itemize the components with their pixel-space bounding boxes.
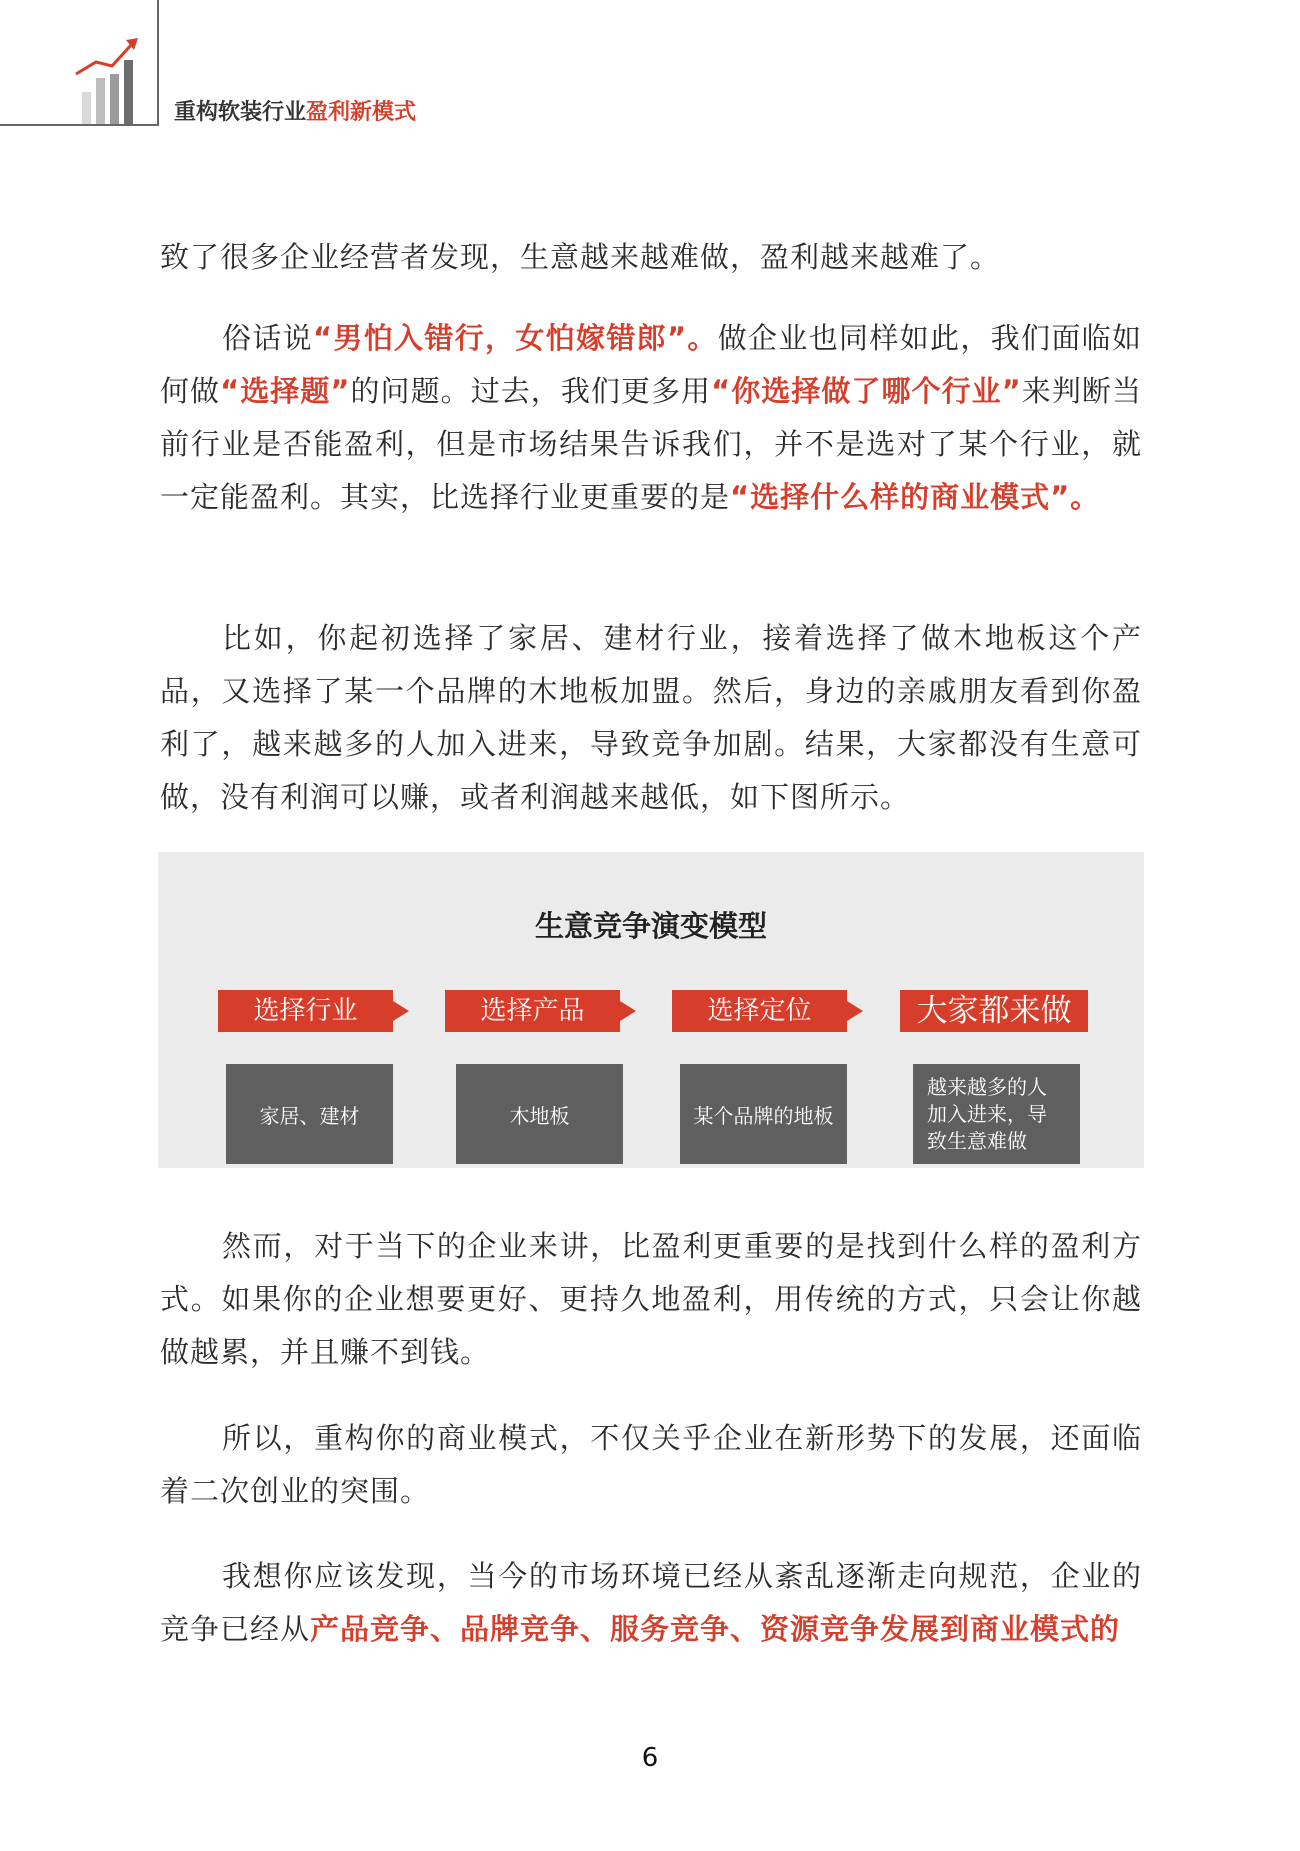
highlight-run: 产品竞争、品牌竞争、服务竞争、资源竞争发展到商业模式的 bbox=[310, 1612, 1121, 1646]
step-everyone-joins bbox=[900, 990, 1088, 1032]
highlight-run: “选择什么样的商业模式”。 bbox=[730, 480, 1101, 514]
text-run: 做企业也同样如此，我们面临如何做 bbox=[160, 321, 1142, 408]
header-title-main: 重构软装行业 bbox=[174, 100, 307, 125]
header-divider-horizontal bbox=[0, 124, 158, 126]
box-line: 加入进来，导 bbox=[927, 1101, 1047, 1126]
text-run: 来判断当前行业是否能盈利，但是市场结果告诉我们，并不是选对了某个行业，就一定能盈利。其实，比选择行业更重要的是 bbox=[160, 374, 1142, 514]
header-title-accent: 盈利新模式 bbox=[306, 100, 417, 125]
box-home-building: 家居、建材 bbox=[226, 1064, 393, 1164]
paragraph-4 bbox=[160, 1220, 1142, 1379]
step-select-product bbox=[445, 990, 620, 1032]
growth-chart-icon bbox=[72, 30, 152, 124]
header-divider-vertical bbox=[157, 0, 159, 126]
page-number: 6 bbox=[641, 1743, 659, 1773]
step-select-position bbox=[672, 990, 847, 1032]
paragraph-text: 致了很多企业经营者发现，生意越来越难做，盈利越来越难了。 bbox=[160, 240, 1001, 274]
box-harder-business bbox=[913, 1064, 1080, 1164]
highlight-run: “男怕入错行，女怕嫁错郎”。 bbox=[313, 321, 718, 355]
paragraph-5 bbox=[160, 1412, 1142, 1518]
paragraph-6 bbox=[160, 1550, 1142, 1656]
step-label: 大家都来做 bbox=[916, 993, 1072, 1029]
text-run: 的问题。过去，我们更多用 bbox=[350, 374, 712, 408]
paragraph-text: 比如，你起初选择了家居、建材行业，接着选择了做木地板这个产品，又选择了某一个品牌的木地板加盟。然后，身边的亲戚朋友看到你盈利了，越来越多的人加入进来，导致竞争加剧。结果，大家都没有生意可做，没有利润可以赚，或者利润越来越低，如下图所示。 bbox=[160, 621, 1142, 814]
step-label: 选择定位 bbox=[707, 996, 812, 1026]
text-run: 我想你应该发现，当今的市场环境已经从紊乱逐渐走向规范，企业的竞争已经从 bbox=[160, 1559, 1142, 1646]
paragraph-3 bbox=[160, 612, 1142, 824]
text-run: 俗话说 bbox=[222, 321, 313, 355]
box-line: 致生意难做 bbox=[927, 1128, 1027, 1153]
arrow-right-icon bbox=[620, 1001, 636, 1021]
paragraph-text: 然而，对于当下的企业来讲，比盈利更重要的是找到什么样的盈利方式。如果你的企业想要更好、更持久地盈利，用传统的方式，只会让你越做越累，并且赚不到钱。 bbox=[160, 1229, 1142, 1369]
arrow-right-icon bbox=[393, 1001, 409, 1021]
paragraph-text: 所以，重构你的商业模式，不仅关乎企业在新形势下的发展，还面临着二次创业的突围。 bbox=[160, 1421, 1142, 1508]
step-label: 选择行业 bbox=[253, 996, 358, 1026]
paragraph-1 bbox=[160, 231, 1142, 284]
step-select-industry bbox=[218, 990, 393, 1032]
box-line: 越来越多的人 bbox=[927, 1074, 1047, 1099]
step-label: 选择产品 bbox=[480, 996, 585, 1026]
paragraph-2 bbox=[160, 312, 1142, 524]
paragraph-text bbox=[160, 1550, 1142, 1656]
highlight-run: “选择题” bbox=[220, 374, 351, 408]
highlight-run: “你选择做了哪个行业” bbox=[711, 374, 1022, 408]
box-brand-floor: 某个品牌的地板 bbox=[680, 1064, 847, 1164]
running-header bbox=[174, 95, 416, 126]
paragraph-text bbox=[160, 312, 1142, 524]
competition-evolution-diagram bbox=[158, 852, 1144, 1168]
box-wood-floor: 木地板 bbox=[456, 1064, 623, 1164]
diagram-title: 生意竞争演变模型 bbox=[534, 909, 767, 943]
arrow-right-icon bbox=[847, 1001, 863, 1021]
